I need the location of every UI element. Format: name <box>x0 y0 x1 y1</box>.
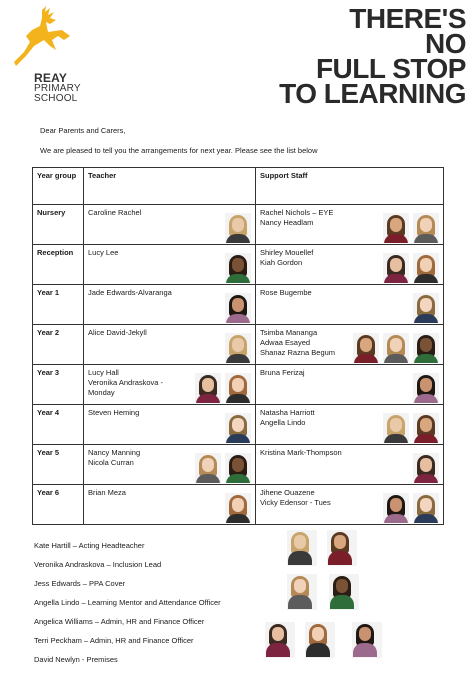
staff-photo <box>413 493 439 523</box>
letter-greeting: Dear Parents and Carers, <box>40 126 126 135</box>
teacher-cell <box>84 405 256 445</box>
staff-photo <box>383 213 409 243</box>
slogan-line: TO LEARNING <box>279 78 466 109</box>
support-staff-name: Nancy Headlam <box>260 218 314 227</box>
staff-photo <box>413 413 439 443</box>
table-row <box>33 325 444 365</box>
teacher-name: Lucy Hall <box>88 368 119 377</box>
staff-photo <box>413 213 439 243</box>
staff-photo <box>352 622 382 658</box>
header-support-staff: Support Staff <box>256 168 444 205</box>
teacher-cell <box>84 365 256 405</box>
staff-photo <box>225 413 251 443</box>
support-staff-cell <box>256 445 444 485</box>
year-group-cell: Year 5 <box>33 445 84 485</box>
roles-list <box>34 540 221 673</box>
year-group-cell: Year 1 <box>33 285 84 325</box>
support-staff-name: Shirley Mouellef <box>260 248 314 257</box>
role-item: Angelica Williams – Admin, HR and Finance Officer <box>34 617 205 626</box>
support-staff-name: Shanaz Razna Begum <box>260 348 336 357</box>
letter-intro: We are pleased to tell you the arrangements for next year. Please see the list below <box>40 146 318 155</box>
teacher-cell <box>84 245 256 285</box>
year-group-cell: Reception <box>33 245 84 285</box>
role-item: Angella Lindo – Learning Mentor and Attendance Officer <box>34 598 221 607</box>
teacher-name: Steven Heming <box>88 408 140 417</box>
slogan-line: NO <box>425 28 466 59</box>
table-row <box>33 445 444 485</box>
year-group-cell: Nursery <box>33 205 84 245</box>
year-group-cell: Year 3 <box>33 365 84 405</box>
staff-photo <box>287 530 317 566</box>
staff-photo <box>225 253 251 283</box>
teacher-name: Brian Meza <box>88 488 126 497</box>
school-logo <box>10 6 90 102</box>
staff-photo <box>413 293 439 323</box>
year-group-cell: Year 4 <box>33 405 84 445</box>
staff-photo <box>195 373 221 403</box>
logo-text-bottom: SCHOOL <box>34 93 78 104</box>
support-staff-name: Adwaa Esayed <box>260 338 311 347</box>
staff-photo <box>305 622 335 658</box>
teacher-cell <box>84 325 256 365</box>
staff-photo <box>225 453 251 483</box>
staff-photo <box>195 453 221 483</box>
table-header-row <box>33 168 444 205</box>
support-staff-cell <box>256 325 444 365</box>
support-staff-name: Bruna Ferizaj <box>260 368 305 377</box>
support-staff-cell <box>256 285 444 325</box>
support-staff-name: Vicky Edensor - Tues <box>260 498 331 507</box>
staff-photo <box>225 333 251 363</box>
year-group-cell: Year 6 <box>33 485 84 525</box>
role-item: Terri Peckham – Admin, HR and Finance Officer <box>34 636 194 645</box>
support-staff-name: Natasha Harriott <box>260 408 315 417</box>
logo-text-top: REAY <box>34 71 68 85</box>
table-row <box>33 485 444 525</box>
table-row <box>33 405 444 445</box>
staff-photo <box>225 493 251 523</box>
teacher-name: Monday <box>88 388 115 397</box>
staff-photo <box>413 333 439 363</box>
role-item: Jess Edwards – PPA Cover <box>34 579 126 588</box>
teacher-name: Veronika Andraskova - <box>88 378 164 387</box>
deer-icon <box>12 6 72 72</box>
staff-photo <box>265 622 295 658</box>
teacher-name: Lucy Lee <box>88 248 119 257</box>
support-staff-name: Tsimba Mananga <box>260 328 318 337</box>
staff-photo <box>225 373 251 403</box>
teacher-name: Nicola Curran <box>88 458 134 467</box>
teacher-name: Nancy Manning <box>88 448 141 457</box>
staff-photo <box>413 453 439 483</box>
staff-table <box>32 167 444 525</box>
header-teacher: Teacher <box>84 168 256 205</box>
staff-photo <box>287 574 317 610</box>
header-year-group: Year group <box>33 168 84 205</box>
staff-photo <box>353 333 379 363</box>
support-staff-name: Rose Bugembe <box>260 288 312 297</box>
teacher-name: Alice David-Jekyll <box>88 328 147 337</box>
support-staff-name: Rachel Nichols – EYE <box>260 208 334 217</box>
support-staff-name: Angella Lindo <box>260 418 306 427</box>
support-staff-cell <box>256 205 444 245</box>
slogan <box>279 3 466 109</box>
teacher-cell <box>84 485 256 525</box>
support-staff-cell <box>256 245 444 285</box>
staff-photo <box>327 530 357 566</box>
table-row <box>33 245 444 285</box>
teacher-cell <box>84 205 256 245</box>
role-item: David Newlyn - Premises <box>34 655 118 664</box>
staff-photo <box>413 253 439 283</box>
staff-photo <box>383 493 409 523</box>
teacher-cell <box>84 445 256 485</box>
logo-text-mid: PRIMARY <box>34 83 81 94</box>
table-row <box>33 365 444 405</box>
staff-photo <box>383 253 409 283</box>
support-staff-name: Jihene Ouazene <box>260 488 315 497</box>
teacher-name: Jade Edwards-Alvaranga <box>88 288 172 297</box>
table-row <box>33 205 444 245</box>
role-item: Kate Hartill – Acting Headteacher <box>34 541 145 550</box>
staff-photo <box>225 213 251 243</box>
support-staff-name: Kristina Mark-Thompson <box>260 448 342 457</box>
staff-photo <box>383 333 409 363</box>
slogan-line: THERE'S <box>349 3 466 34</box>
support-staff-cell <box>256 485 444 525</box>
support-staff-name: Kiah Gordon <box>260 258 303 267</box>
role-item: Veronika Andraskova – Inclusion Lead <box>34 560 162 569</box>
staff-photo <box>225 293 251 323</box>
support-staff-cell <box>256 365 444 405</box>
year-group-cell: Year 2 <box>33 325 84 365</box>
teacher-cell <box>84 285 256 325</box>
staff-photo <box>329 574 359 610</box>
support-staff-cell <box>256 405 444 445</box>
teacher-name: Caroline Rachel <box>88 208 142 217</box>
table-row <box>33 285 444 325</box>
staff-photo <box>383 413 409 443</box>
slogan-line: FULL STOP <box>315 53 466 84</box>
staff-photo <box>413 373 439 403</box>
